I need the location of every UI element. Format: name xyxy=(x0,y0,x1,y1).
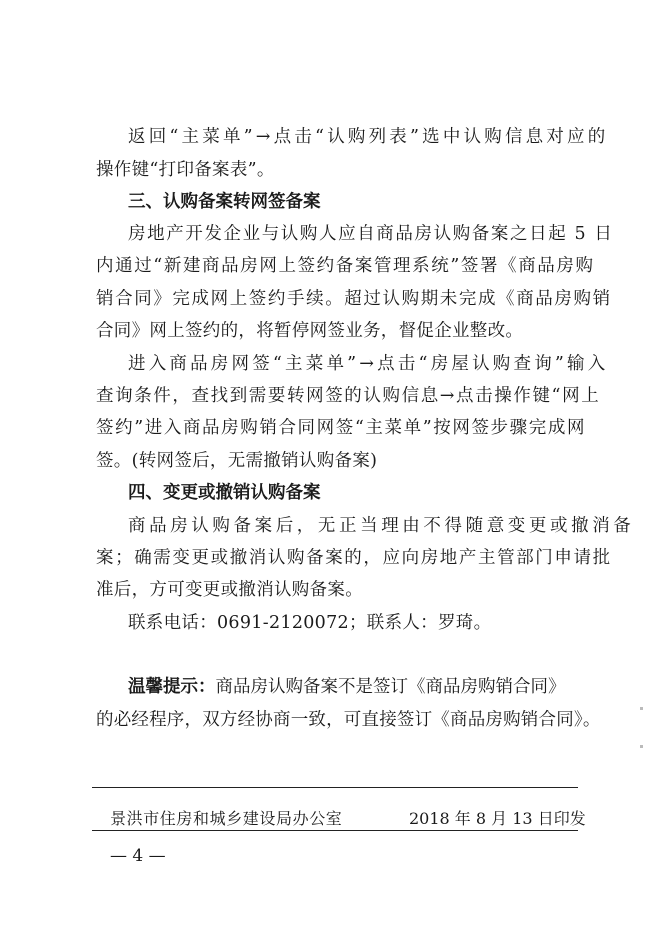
paragraph-line: 操作键“打印备案表”。 xyxy=(96,160,275,180)
paragraph-line: 商品房认购备案后，无正当理由不得随意变更或撤消备 xyxy=(128,516,635,536)
footer-top-rule xyxy=(92,787,578,788)
paragraph-line: 合同》网上签约的，将暂停网签业务，督促企业整改。 xyxy=(96,321,524,341)
tip-line xyxy=(128,675,566,699)
paragraph-line: 签约”进入商品房购销合同网签“主菜单”按网签步骤完成网 xyxy=(96,418,587,438)
tip-text: 商品房认购备案不是签订《商品房购销合同》 xyxy=(215,677,566,697)
contact-line: 联系电话：0691-2120072；联系人：罗琦。 xyxy=(128,613,492,633)
paragraph-line: 返回“主菜单”→点击“认购列表”选中认购信息对应的 xyxy=(128,127,609,147)
tip-label: 温馨提示： xyxy=(128,677,216,697)
paragraph-line: 准后，方可变更或撤消认购备案。 xyxy=(96,580,363,600)
page-number: — 4 — xyxy=(110,846,166,866)
paragraph-line: 签。(转网签后，无需撤销认购备案) xyxy=(96,451,378,471)
section-heading-3: 三、认购备案转网签备案 xyxy=(128,192,321,212)
paragraph-line: 的必经程序，双方经协商一致，可直接签订《商品房购销合同》。 xyxy=(96,710,601,730)
paragraph-line: 销合同》完成网上签约手续。超过认购期未完成《商品房购销 xyxy=(96,289,612,309)
scan-speck xyxy=(640,745,643,748)
issue-date: 2018 年 8 月 13 日印发 xyxy=(409,809,586,828)
footer-bottom-rule xyxy=(92,830,578,831)
paragraph-line: 房地产开发企业与认购人应自商品房认购备案之日起 5 日 xyxy=(128,224,614,244)
paragraph-line: 内通过“新建商品房网上签约备案管理系统”签署《商品房购 xyxy=(96,256,595,276)
issuer-name: 景洪市住房和城乡建设局办公室 xyxy=(110,809,343,828)
paragraph-line: 查询条件，查找到需要转网签的认购信息→点击操作键“网上 xyxy=(96,386,601,406)
paragraph-line: 进入商品房网签“主菜单”→点击“房屋认购查询”输入 xyxy=(128,354,609,374)
paragraph-line: 案；确需变更或撤消认购备案的，应向房地产主管部门申请批 xyxy=(96,548,612,568)
scan-speck xyxy=(640,707,643,710)
section-heading-4: 四、变更或撤销认购备案 xyxy=(128,483,321,503)
